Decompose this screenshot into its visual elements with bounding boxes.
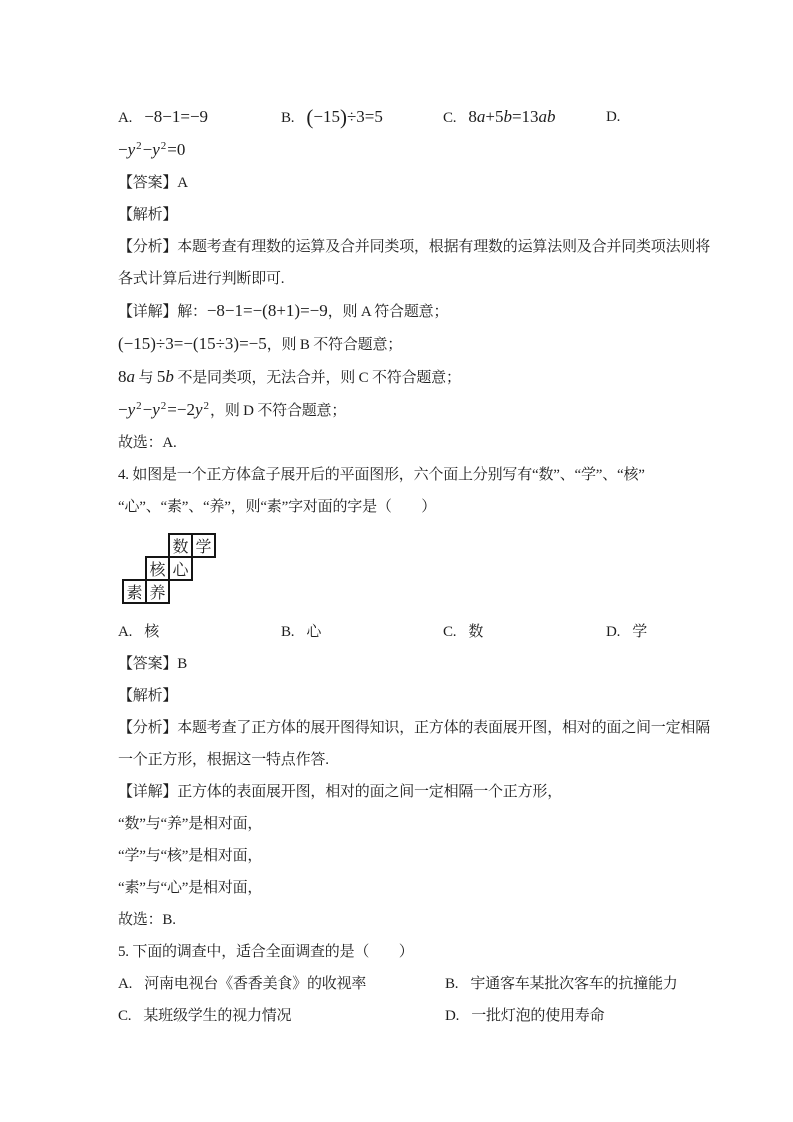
option-label: C. [443, 624, 457, 640]
net-row [122, 579, 703, 604]
text-run: 【详解】正方体的表面展开图，相对的面之间一定相隔一个正方形， [118, 784, 563, 800]
option-label: D. [606, 624, 621, 640]
text-run: ( [306, 105, 314, 129]
option-label: D. [445, 1008, 460, 1024]
text-run: b [503, 107, 512, 126]
q5-options-row-cd [118, 1000, 703, 1032]
q5-stem [118, 936, 703, 968]
text-run: 【分析】本题考查了正方体的展开图得知识，正方体的表面展开图，相对的面之间一定相隔 [118, 720, 711, 736]
text-run: ，则 D 不符合题意； [210, 403, 347, 419]
text-run: y [194, 400, 203, 419]
option-label: B. [281, 624, 295, 640]
text-run: − [142, 400, 153, 419]
text-run: 【分析】本题考查有理数的运算及合并同类项，根据有理数的运算法则及合并同类项法则将 [118, 239, 711, 255]
option-item [118, 616, 281, 648]
text-run: a [126, 367, 135, 386]
q4-jiexi-label [118, 680, 703, 712]
net-cell: 素 [122, 579, 147, 604]
q4-conclusion [118, 904, 703, 936]
q3-analysis-line-1 [118, 231, 711, 263]
text-run: “学”与“核”是相对面， [118, 848, 263, 864]
option-label: B. [445, 976, 459, 992]
text-run: 心 [306, 624, 322, 640]
text-run: “心”、“素”、“养”，则“素”字对面的字是（ ） [118, 499, 437, 515]
text-run: =13 [511, 107, 539, 126]
text-run: 【答案】B [118, 656, 188, 672]
option-item [443, 616, 606, 648]
text-run: 核 [144, 624, 159, 640]
q3-conclusion [118, 427, 703, 459]
q3-options-row [118, 101, 703, 134]
option-label: C. [443, 110, 457, 126]
text-run: 2 [203, 400, 210, 412]
text-run: ，则 B 不符合题意； [266, 337, 403, 353]
option-item [281, 616, 443, 648]
q4-stem-line-2 [118, 491, 703, 523]
text-run: 【解析】 [118, 688, 178, 704]
q4-answer-line [118, 648, 703, 680]
text-run: 2 [136, 400, 142, 412]
option-item [118, 968, 445, 1000]
q3-analysis-line-2 [118, 263, 703, 295]
text-run: 2 [160, 140, 167, 152]
option-label: A. [118, 110, 133, 126]
text-run: 某班级学生的视力情况 [143, 1008, 292, 1024]
text-run: ) [339, 105, 347, 129]
text-run: 故选：B. [118, 912, 176, 928]
text-run: −8−1=−(8+1)=−9 [206, 301, 328, 320]
text-run: 5 [156, 367, 166, 386]
option-label: A. [118, 624, 133, 640]
q4-stem-line-1 [118, 459, 703, 491]
text-run: 【答案】A [118, 175, 188, 191]
text-run: 河南电视台《香香美食》的收视率 [144, 976, 367, 992]
text-run: 8 [468, 107, 477, 126]
option-item [281, 101, 443, 134]
text-run: 各式计算后进行判断即可. [118, 271, 285, 287]
text-run: 与 [135, 370, 157, 386]
q3-detail-line-d [118, 394, 703, 427]
text-run: “数”与“养”是相对面， [118, 816, 263, 832]
q4-cube-net-diagram [122, 533, 703, 604]
q4-detail-line-4 [118, 872, 703, 904]
text-run: −8−1=−9 [144, 107, 209, 126]
q4-detail-line-3 [118, 840, 703, 872]
q4-analysis-line-1 [118, 712, 711, 744]
text-run: − [142, 140, 153, 159]
text-run: 故选：A. [118, 435, 177, 451]
option-item [445, 968, 703, 1000]
option-label: B. [281, 110, 295, 126]
text-run: − [118, 140, 128, 159]
text-run: =0 [167, 140, 186, 159]
text-run: 2 [136, 140, 142, 152]
text-run: 学 [632, 624, 647, 640]
net-cell: 核 [145, 556, 170, 581]
text-run: ，则 A 符合题意； [327, 304, 449, 320]
text-run: 不是同类项，无法合并，则 C 不符合题意； [173, 370, 461, 386]
q4-options-row [118, 616, 703, 648]
text-run: 一个正方形，根据这一特点作答. [118, 752, 329, 768]
net-cell: 心 [168, 556, 193, 581]
q3-answer-line [118, 167, 703, 199]
option-label: C. [118, 1008, 132, 1024]
text-run: 5. 下面的调查中，适合全面调查的是（ ） [118, 944, 414, 960]
text-run: +5 [485, 107, 504, 126]
text-run: − [118, 400, 128, 419]
text-run: 数 [468, 624, 484, 640]
option-item [445, 1000, 703, 1032]
text-run: b [165, 367, 174, 386]
q3-detail-line-a [118, 295, 703, 328]
text-run: =−2 [167, 400, 195, 419]
option-label: A. [118, 976, 133, 992]
text-run: 一批灯泡的使用寿命 [471, 1008, 605, 1024]
text-run: a [476, 107, 486, 126]
text-run: 宇通客车某批次客车的抗撞能力 [470, 976, 678, 992]
option-label: D. [606, 109, 621, 125]
text-run: 8 [118, 367, 127, 386]
q3-jiexi-label [118, 199, 703, 231]
q4-detail-line-2 [118, 808, 703, 840]
option-item [606, 101, 703, 134]
option-item [606, 616, 703, 648]
text-run: 2 [160, 400, 167, 412]
option-item [443, 101, 606, 134]
q3-detail-line-b [118, 328, 703, 361]
text-run: (−15)÷3=−(15÷3)=−5 [118, 334, 267, 353]
text-run: ÷3=5 [346, 107, 383, 126]
q3-option-d-formula [118, 134, 703, 167]
q4-detail-line-1 [118, 776, 703, 808]
text-run: y [152, 400, 160, 419]
net-cell: 养 [145, 579, 170, 604]
text-run: 4. 如图是一个正方体盒子展开后的平面图形，六个面上分别写有“数”、“学”、“核” [118, 467, 645, 483]
q4-analysis-line-2 [118, 744, 703, 776]
q5-options-row-ab [118, 968, 703, 1000]
net-cell: 学 [191, 533, 216, 558]
text-run: 【详解】解： [118, 304, 207, 320]
text-run: y [127, 400, 136, 419]
net-cell: 数 [168, 533, 193, 558]
text-run: 【解析】 [118, 207, 178, 223]
q3-detail-line-c [118, 361, 703, 394]
text-run: −15 [313, 107, 340, 126]
net-row [122, 556, 703, 581]
net-row [122, 533, 703, 558]
text-run: ab [538, 107, 556, 126]
option-item [118, 1000, 445, 1032]
option-item [118, 101, 281, 134]
text-run: y [152, 140, 160, 159]
text-run: “素”与“心”是相对面， [118, 880, 263, 896]
text-run: y [127, 140, 136, 159]
